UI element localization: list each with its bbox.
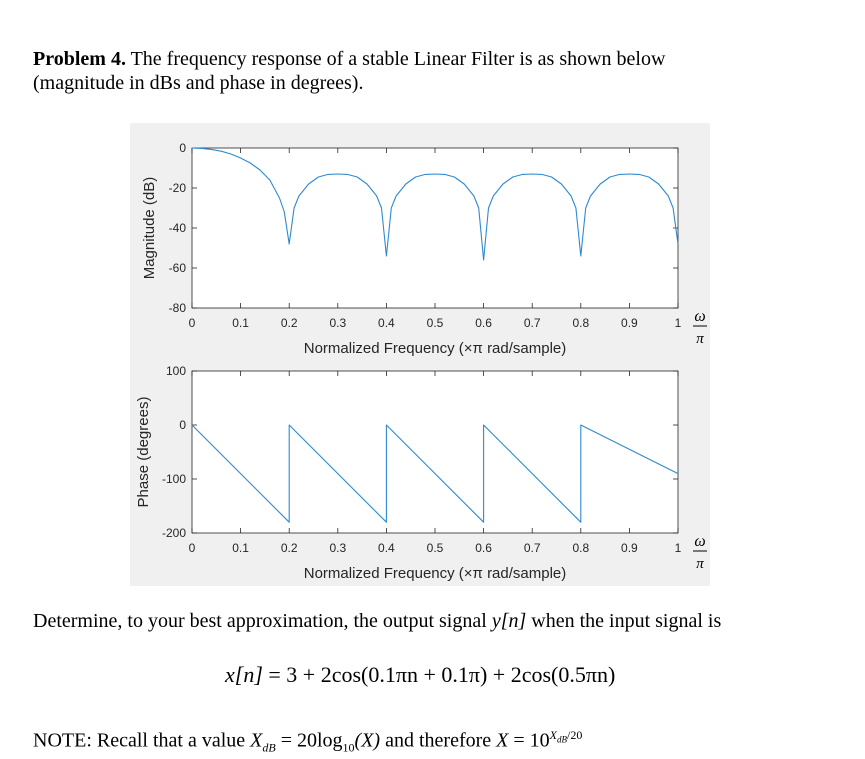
y-tick-label: 100 — [165, 364, 186, 378]
problem-number: Problem 4. — [33, 48, 126, 70]
x-tick-label: 0.3 — [329, 541, 347, 555]
x-tick-label: 1 — [674, 541, 682, 555]
question-lead: Determine, to your best approximation, the output signal — [33, 610, 492, 632]
note-x-symbol-2: X — [496, 729, 509, 752]
y-axis-label: Magnitude (dB) — [141, 176, 158, 280]
x-tick-label: 1 — [674, 316, 682, 330]
problem-text-line2: (magnitude in dBs and phase in degrees). — [33, 72, 364, 94]
note-conjunction: and therefore — [380, 729, 497, 752]
x-tick-label: 0.8 — [572, 316, 590, 330]
note-exp-sub: dB — [556, 734, 567, 745]
omega-symbol: ω — [694, 533, 706, 550]
pi-symbol: π — [696, 556, 704, 572]
y-tick-label: -100 — [161, 472, 186, 486]
x-tick-label: 0.6 — [475, 541, 492, 555]
plot-area-1 — [192, 371, 678, 533]
omega-symbol: ω — [694, 308, 706, 325]
x-tick-label: 0 — [188, 541, 196, 555]
problem-statement — [33, 47, 833, 95]
x-tick-label: 0 — [188, 316, 196, 330]
output-symbol: y[n] — [491, 610, 527, 632]
question-tail: when the input signal is — [526, 610, 722, 632]
x-tick-label: 0.9 — [621, 541, 638, 555]
note-prefix: NOTE: Recall that a value — [33, 729, 251, 752]
x-tick-label: 0.2 — [280, 541, 298, 555]
frequency-response-plots — [130, 123, 710, 586]
note-power-base: = 10 — [508, 729, 550, 752]
equation-rhs: = 3 + 2cos(0.1πn + 0.1π) + 2cos(0.5πn) — [262, 662, 616, 687]
x-tick-label: 0.5 — [426, 541, 444, 555]
x-tick-label: 0.1 — [232, 316, 249, 330]
note-log-base: 10 — [342, 740, 355, 755]
pi-symbol: π — [696, 331, 704, 347]
y-axis-label: Phase (degrees) — [135, 396, 152, 508]
note-text — [33, 728, 582, 756]
y-tick-label: -60 — [168, 261, 186, 275]
x-axis-label: Normalized Frequency (×π rad/sample) — [303, 565, 567, 582]
x-tick-label: 0.4 — [378, 541, 395, 555]
x-tick-label: 0.2 — [280, 316, 298, 330]
plot-area-0 — [192, 148, 678, 308]
note-db-subscript: dB — [262, 740, 276, 755]
note-log-argument: (X) — [354, 729, 381, 752]
x-tick-label: 0.1 — [232, 541, 249, 555]
note-exp-x: X — [549, 728, 557, 742]
y-tick-label: -40 — [168, 221, 186, 235]
y-tick-label: -80 — [168, 301, 186, 315]
y-tick-label: -200 — [161, 526, 186, 540]
x-tick-label: 0.5 — [426, 316, 444, 330]
x-tick-label: 0.8 — [572, 541, 590, 555]
frequency-response-figure — [130, 123, 710, 586]
x-tick-label: 0.7 — [523, 316, 541, 330]
y-tick-label: 0 — [179, 141, 186, 155]
note-x-symbol: X — [250, 729, 263, 752]
note-log-formula: = 20log — [275, 729, 343, 752]
y-tick-label: 0 — [179, 418, 186, 432]
y-tick-label: -20 — [168, 181, 186, 195]
problem-text-line1: The frequency response of a stable Linear Filter is as shown below — [125, 48, 666, 70]
x-tick-label: 0.3 — [329, 316, 347, 330]
equation-lhs: x[n] — [225, 662, 263, 687]
input-signal-equation — [225, 662, 615, 688]
x-tick-label: 0.9 — [621, 316, 638, 330]
x-tick-label: 0.7 — [523, 541, 541, 555]
question-text — [33, 610, 721, 633]
x-tick-label: 0.6 — [475, 316, 492, 330]
x-axis-label: Normalized Frequency (×π rad/sample) — [303, 340, 567, 357]
note-exp-tail: /20 — [566, 728, 583, 742]
x-tick-label: 0.4 — [378, 316, 395, 330]
